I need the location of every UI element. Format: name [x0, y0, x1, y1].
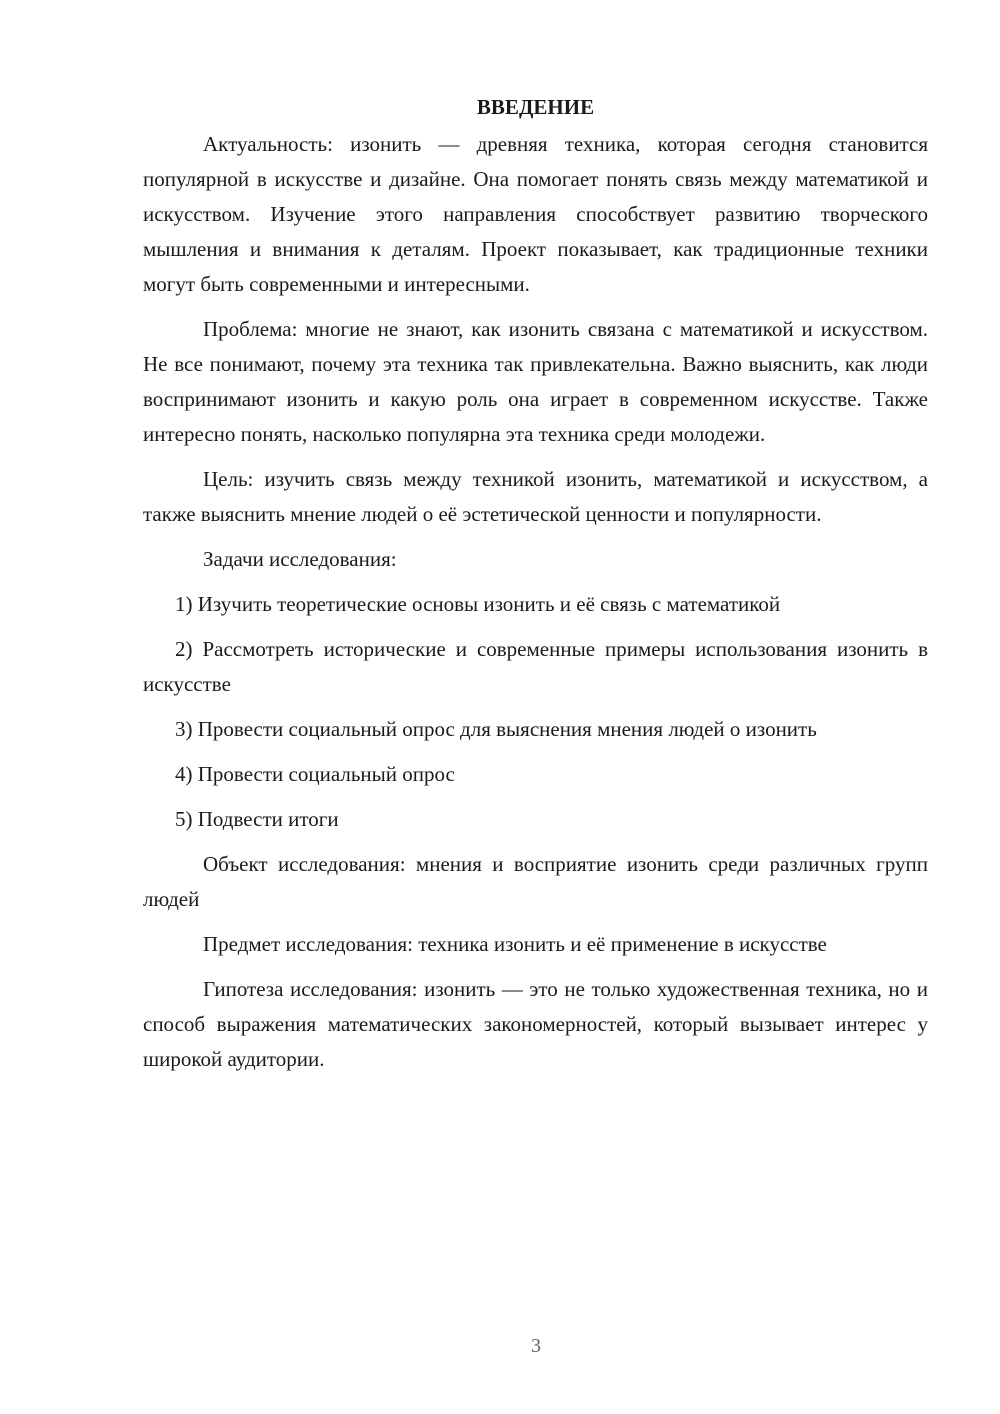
- tasks-heading: Задачи исследования:: [203, 547, 397, 571]
- task-item-1: 1) Изучить теоретические основы изонить и её связь с математикой: [175, 592, 781, 616]
- section-title: ВВЕДЕНИЕ: [476, 95, 595, 119]
- page-number: 3: [531, 1335, 541, 1357]
- subject-paragraph: Предмет исследования: техника изонить и её применение в искусстве: [203, 932, 827, 956]
- task-item-2: 2) Рассмотреть исторические и современные примеры использования изонить в искусстве: [143, 637, 928, 696]
- task-item-5: 5) Подвести итоги: [175, 807, 339, 831]
- relevance-paragraph: Актуальность: изонить — древняя техника, которая сегодня становится популярной в искусстве и дизайне. Она помогает понять связь между математикой и искусством. Изучение этого направления способствует развитию творческого мышления и внимания к деталям. Проект показывает, как традиционные техники могут быть современными и интересными.: [143, 132, 928, 296]
- hypothesis-paragraph: Гипотеза исследования: изонить — это не только художественная техника, но и способ выражения математических закономерностей, который вызывает интерес у широкой аудитории.: [143, 977, 928, 1071]
- page-content: [143, 90, 928, 1087]
- goal-paragraph: Цель: изучить связь между техникой изонить, математикой и искусством, а также выяснить мнение людей о её эстетической ценности и популярности.: [143, 467, 928, 526]
- task-item-3: 3) Провести социальный опрос для выяснения мнения людей о изонить: [175, 717, 817, 741]
- object-paragraph: Объект исследования: мнения и восприятие изонить среди различных групп людей: [143, 852, 928, 911]
- task-item-4: 4) Провести социальный опрос: [175, 762, 455, 786]
- problem-paragraph: Проблема: многие не знают, как изонить связана с математикой и искусством. Не все понимают, почему эта техника так привлекательна. Важно выяснить, как люди воспринимают изонить и какую роль она играет в современном искусстве. Также интересно понять, насколько популярна эта техника среди молодежи.: [143, 317, 928, 446]
